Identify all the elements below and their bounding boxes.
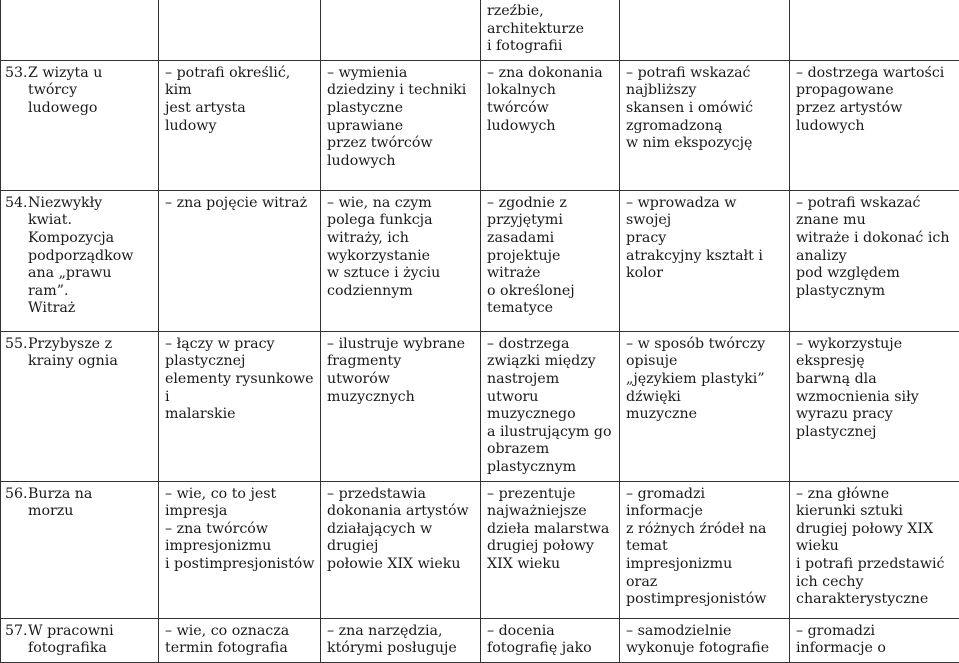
cell-text: – gromadzi informacje o (790, 618, 959, 662)
lesson-number: 53. (5, 65, 28, 118)
lesson-number: 56. (5, 486, 28, 521)
lesson-topic: Niezwykły kwiat. Kompozycja podporządkow ana „prawu ram”. Witraż (28, 195, 128, 318)
cell-text: – potrafi wskazać znane mu witraże i dokonać ich analizy pod względem plastycznym (790, 190, 959, 331)
table-row-55 (1, 331, 959, 481)
cell-text: – potrafi wskazać najbliższy skansen i omówić zgromadzoną w nim ekspozycję (620, 60, 790, 190)
cell-text: – samodzielnie wykonuje fotografie (620, 618, 790, 662)
cell-text: – wprowadza w swojej pracy atrakcyjny kształt i kolor (620, 190, 790, 331)
cell-text: – zna dokonania lokalnych twórców ludowych (481, 60, 620, 190)
lesson-number: 57. (5, 623, 28, 658)
lesson-topic: Z wizyta u twórcy ludowego (28, 65, 128, 118)
cell-topic (1, 618, 159, 662)
cell-text: – wie, co to jest impresja – zna twórców impresjonizmu i postimpresjonistów (159, 481, 321, 618)
cell-text: – dostrzega związki między nastrojem utworu muzycznego a ilustrującym go obrazem plastycznym (481, 331, 620, 481)
cell-text: – potrafi określić, kim jest artysta ludowy (159, 60, 321, 190)
cell-text: – zna główne kierunki sztuki drugiej połowy XIX wieku i potrafi przedstawić ich cechy charakterystyczne (790, 481, 959, 618)
table-row-53 (1, 60, 959, 190)
table-row-54 (1, 190, 959, 331)
table-row-top (1, 0, 959, 60)
cell-empty (620, 0, 790, 60)
cell-text: – docenia fotografię jako (481, 618, 620, 662)
cell-text: – dostrzega wartości propagowane przez artystów ludowych (790, 60, 959, 190)
table-row-56 (1, 481, 959, 618)
cell-text: – zna pojęcie witraż (159, 190, 321, 331)
cell-text: – ilustruje wybrane fragmenty utworów muzycznych (321, 331, 481, 481)
lesson-number: 55. (5, 336, 28, 371)
lesson-number: 54. (5, 195, 28, 318)
cell-topic (1, 331, 159, 481)
lesson-topic: W pracowni fotografika (28, 623, 128, 658)
lesson-topic: Przybysze z krainy ognia (28, 336, 128, 371)
lesson-topic: Burza na morzu (28, 486, 128, 521)
cell-text: – w sposób twórczy opisuje „językiem plastyki” dźwięki muzyczne (620, 331, 790, 481)
cell-topic (1, 481, 159, 618)
cell-text: – łączy w pracy plastycznej elementy rysunkowe i malarskie (159, 331, 321, 481)
cell-text: – wykorzystuje ekspresję barwną dla wzmocnienia siły wyrazu pracy plastycznej (790, 331, 959, 481)
cell-text: – prezentuje najważniejsze dzieła malarstwa drugiej połowy XIX wieku (481, 481, 620, 618)
cell-text: rzeźbie, architekturze i fotografii (481, 0, 620, 60)
cell-text: – wie, na czym polega funkcja witraży, ich wykorzystanie w sztuce i życiu codziennym (321, 190, 481, 331)
cell-topic-empty (1, 0, 159, 60)
cell-text: – zna narzędzia, którymi posługuje (321, 618, 481, 662)
cell-empty (159, 0, 321, 60)
cell-topic (1, 60, 159, 190)
cell-empty (790, 0, 959, 60)
cell-topic (1, 190, 159, 331)
cell-text: – wymienia dziedziny i techniki plastyczne uprawiane przez twórców ludowych (321, 60, 481, 190)
table-row-57 (1, 618, 959, 662)
cell-text: – przedstawia dokonania artystów działających w drugiej połowie XIX wieku (321, 481, 481, 618)
cell-empty (321, 0, 481, 60)
cell-text: – zgodnie z przyjętymi zasadami projektuje witraże o określonej tematyce (481, 190, 620, 331)
cell-text: – gromadzi informacje z różnych źródeł na temat impresjonizmu oraz postimpresjonistów (620, 481, 790, 618)
cell-text: – wie, co oznacza termin fotografia (159, 618, 321, 662)
